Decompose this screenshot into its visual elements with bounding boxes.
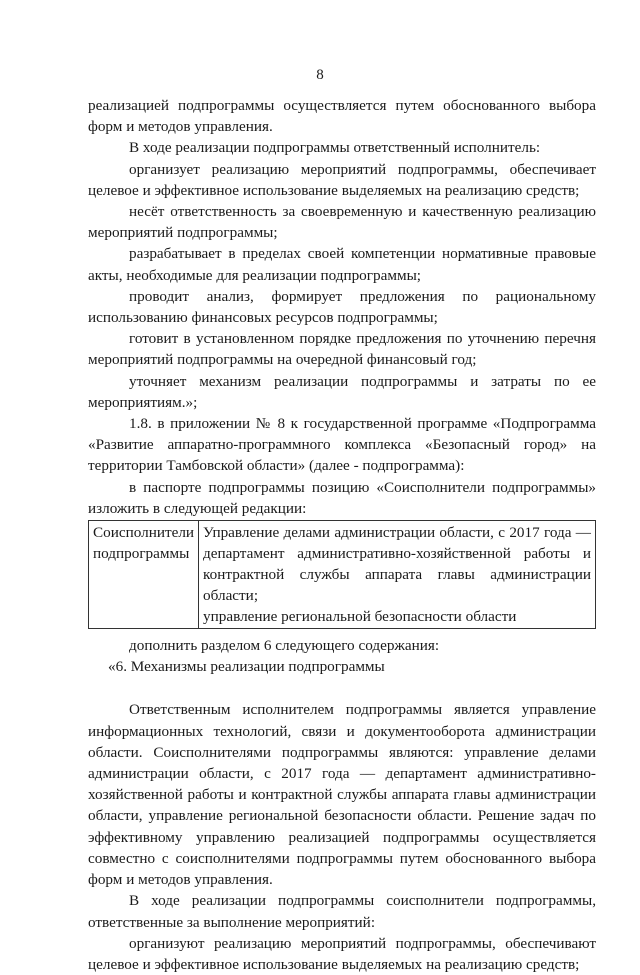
paragraph: организует реализацию мероприятий подпрограммы, обеспечивает целевое и эффективное использование выделяемых на реализацию средств; [88,160,596,199]
table-content-line: управление региональной безопасности области [203,608,517,626]
paragraph: готовит в установленном порядке предложения по уточнению перечня мероприятий подпрограммы на очередной финансовый год; [88,330,596,369]
table-label-cell: Соисполнители подпрограммы [89,521,199,629]
paragraph: несёт ответственность за своевременную и качественную реализацию мероприятий подпрограммы; [88,203,596,242]
table-content-cell [199,521,596,629]
coexecutors-table [88,520,596,629]
table-row [89,521,596,629]
paragraph: дополнить разделом 6 следующего содержания: [129,637,440,655]
paragraph: В ходе реализации подпрограммы ответственный исполнитель: [129,139,541,157]
paragraph: уточняет механизм реализации подпрограммы и затраты по ее мероприятиям.»; [88,372,596,411]
paragraph: В ходе реализации подпрограммы соисполнители подпрограммы, ответственные за выполнение мероприятий: [88,892,596,931]
paragraph: Ответственным исполнителем подпрограммы является управление информационных технологий, связи и документооборота администрации области. Соисполнителями подпрограммы являются: управление делами администрации области, с 2017 года — департамент административно-хозяйственной работы и контрактной службы аппарата главы администрации области, управление региональной безопасности области. Решение задач по эффективному управлению реализацией подпрограммы осуществляется совместно с соисполнителями подпрограммы путем обоснованного выбора форм и методов управления. [88,701,596,889]
paragraph: в паспорте подпрограммы позицию «Соисполнители подпрограммы» изложить в следующей редакции: [88,478,596,517]
paragraph: 1.8. в приложении № 8 к государственной программе «Подпрограмма «Развитие аппаратно-программного комплекса «Безопасный город» на территории Тамбовской области» (далее - подпрограмма): [88,415,596,475]
paragraph: разрабатывает в пределах своей компетенции нормативные правовые акты, необходимые для реализации подпрограммы; [88,245,596,284]
table-content-line: Управление делами администрации области, с 2017 года — департамент административно-хозяйственной работы и контрактной службы аппарата главы администрации области; [203,524,591,605]
spacer [88,677,596,699]
document-body [88,95,596,975]
paragraph: проводит анализ, формирует предложения по рациональному использованию финансовых ресурсов подпрограммы; [88,287,596,327]
paragraph: организуют реализацию мероприятий подпрограммы, обеспечивают целевое и эффективное использование выделяемых на реализацию средств; [88,934,596,973]
page-number: 8 [316,67,324,83]
paragraph: реализацией подпрограммы осуществляется путем обоснованного выбора форм и методов управления. [88,97,596,136]
section-title: «6. Механизмы реализации подпрограммы [108,658,385,676]
